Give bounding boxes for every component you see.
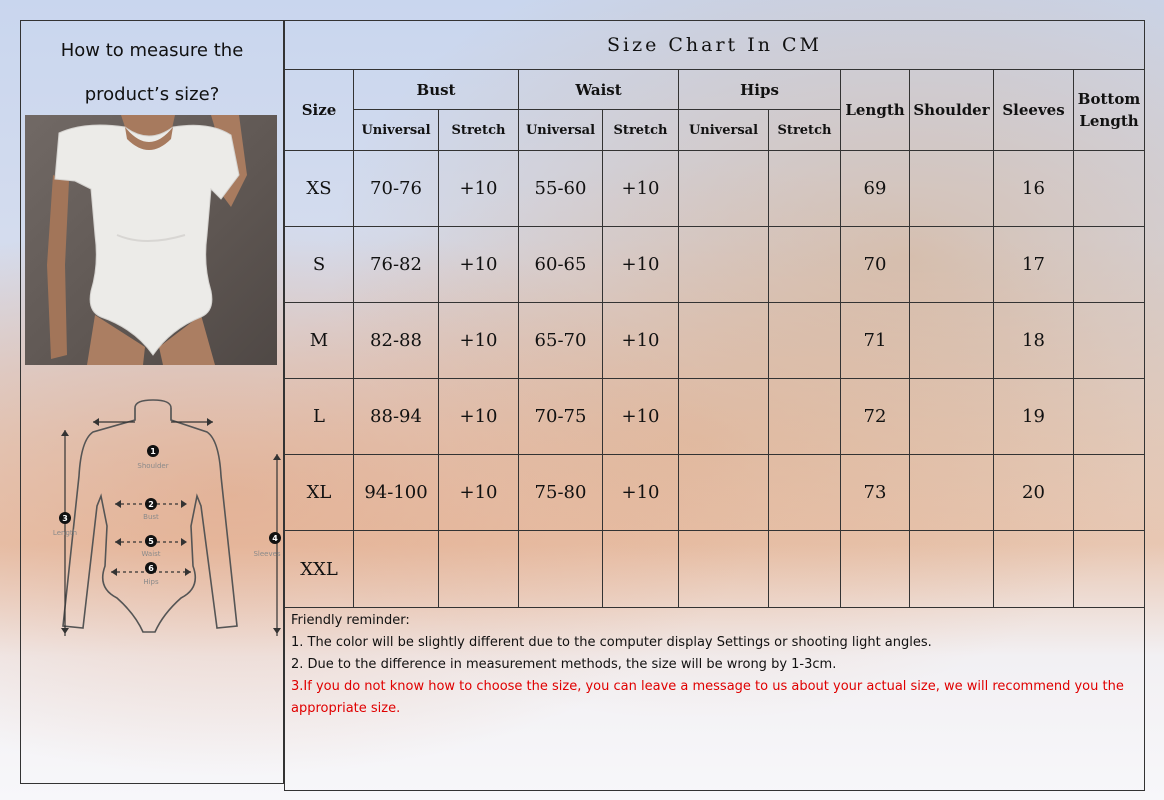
table-row-l [285,379,1145,455]
size-chart-table [284,20,1145,791]
table-row-xl [285,455,1145,531]
header-bottom-length [1074,70,1145,151]
diagram-number-5: 5 [148,537,154,546]
cell-shoulder [910,531,994,608]
cell-hips-universal [679,379,769,455]
table-row-m [285,303,1145,379]
header-bust-universal: Universal [354,110,439,151]
header-bottom-length-line2: Length [1079,112,1139,130]
cell-size: M [285,303,354,379]
header-waist-universal: Universal [519,110,603,151]
cell-bust-stretch: +10 [439,455,519,531]
cell-length: 69 [841,151,910,227]
cell-waist-universal: 70-75 [519,379,603,455]
cell-bust-stretch: +10 [439,379,519,455]
cell-hips-universal [679,531,769,608]
reminder-heading: Friendly reminder: [291,613,410,628]
measure-guide-title [21,29,283,117]
cell-bust-stretch [439,531,519,608]
cell-bust-universal: 76-82 [354,227,439,303]
cell-bottom-length [1074,227,1145,303]
header-hips-stretch: Stretch [769,110,841,151]
diagram-label-hips: Hips [143,578,159,586]
cell-size: S [285,227,354,303]
diagram-number-3: 3 [62,514,68,523]
cell-waist-universal: 55-60 [519,151,603,227]
header-hips: Hips [679,70,841,110]
header-waist-stretch: Stretch [603,110,679,151]
cell-size: XXL [285,531,354,608]
cell-length: 71 [841,303,910,379]
cell-bottom-length [1074,455,1145,531]
header-sleeves: Sleeves [994,70,1074,151]
header-hips-universal: Universal [679,110,769,151]
diagram-number-1: 1 [150,447,156,456]
header-shoulder: Shoulder [910,70,994,151]
measure-guide-panel [20,20,284,784]
diagram-label-bust: Bust [143,513,159,521]
reminder-line-1: 1. The color will be slightly different due to the computer display Settings or shooting light angles. [291,635,932,650]
cell-length: 72 [841,379,910,455]
cell-sleeves: 16 [994,151,1074,227]
cell-hips-stretch [769,227,841,303]
cell-waist-stretch: +10 [603,303,679,379]
diagram-number-6: 6 [148,564,154,573]
cell-waist-universal: 60-65 [519,227,603,303]
cell-length [841,531,910,608]
cell-hips-stretch [769,151,841,227]
cell-size: XL [285,455,354,531]
cell-bust-stretch: +10 [439,151,519,227]
cell-hips-universal [679,303,769,379]
cell-bust-stretch: +10 [439,303,519,379]
measure-guide-title-line2: product’s size? [84,84,220,105]
cell-shoulder [910,303,994,379]
cell-waist-universal: 65-70 [519,303,603,379]
cell-hips-stretch [769,303,841,379]
cell-waist-stretch: +10 [603,455,679,531]
diagram-number-2: 2 [148,500,154,509]
model-photo [25,115,277,365]
cell-hips-universal [679,455,769,531]
cell-bust-stretch: +10 [439,227,519,303]
header-bottom-length-line1: Bottom [1077,90,1141,108]
cell-waist-stretch: +10 [603,227,679,303]
cell-size: XS [285,151,354,227]
cell-hips-stretch [769,455,841,531]
measurement-diagram [31,396,281,636]
cell-bottom-length [1074,379,1145,455]
cell-hips-stretch [769,531,841,608]
cell-sleeves: 20 [994,455,1074,531]
cell-waist-stretch: +10 [603,151,679,227]
cell-waist-stretch [603,531,679,608]
cell-sleeves: 17 [994,227,1074,303]
cell-shoulder [910,151,994,227]
header-bust-stretch: Stretch [439,110,519,151]
cell-bottom-length [1074,303,1145,379]
model-photo-illustration [25,115,277,365]
reminder-line-3: 3.If you do not know how to choose the size, you can leave a message to us about your actual size, we will recommend you the appropriate size. [291,679,1124,716]
bodysuit-diagram-svg [31,396,281,636]
header-bust: Bust [354,70,519,110]
cell-shoulder [910,227,994,303]
diagram-label-length: Length [52,529,78,537]
cell-shoulder [910,455,994,531]
diagram-label-waist: Waist [141,550,161,558]
reminder-line-2: 2. Due to the difference in measurement methods, the size will be wrong by 1-3cm. [291,657,837,672]
header-size: Size [285,70,354,151]
cell-hips-universal [679,227,769,303]
cell-length: 73 [841,455,910,531]
cell-hips-stretch [769,379,841,455]
cell-bottom-length [1074,531,1145,608]
cell-bottom-length [1074,151,1145,227]
cell-bust-universal: 70-76 [354,151,439,227]
cell-sleeves: 18 [994,303,1074,379]
cell-bust-universal: 88-94 [354,379,439,455]
header-waist: Waist [519,70,679,110]
table-row-xs [285,151,1145,227]
cell-waist-stretch: +10 [603,379,679,455]
cell-hips-universal [679,151,769,227]
cell-bust-universal [354,531,439,608]
cell-waist-universal [519,531,603,608]
cell-size: L [285,379,354,455]
friendly-reminder [285,608,1145,791]
cell-sleeves [994,531,1074,608]
cell-shoulder [910,379,994,455]
cell-bust-universal: 82-88 [354,303,439,379]
diagram-number-4: 4 [272,534,278,543]
cell-sleeves: 19 [994,379,1074,455]
size-chart-title: Size Chart In CM [285,21,1145,70]
cell-length: 70 [841,227,910,303]
diagram-label-shoulder: Shoulder [137,462,169,470]
header-length: Length [841,70,910,151]
cell-bust-universal: 94-100 [354,455,439,531]
diagram-label-sleeves: Sleeves [253,550,281,558]
table-row-s [285,227,1145,303]
table-row-xxl [285,531,1145,608]
measure-guide-title-line1: How to measure the [60,40,244,61]
cell-waist-universal: 75-80 [519,455,603,531]
